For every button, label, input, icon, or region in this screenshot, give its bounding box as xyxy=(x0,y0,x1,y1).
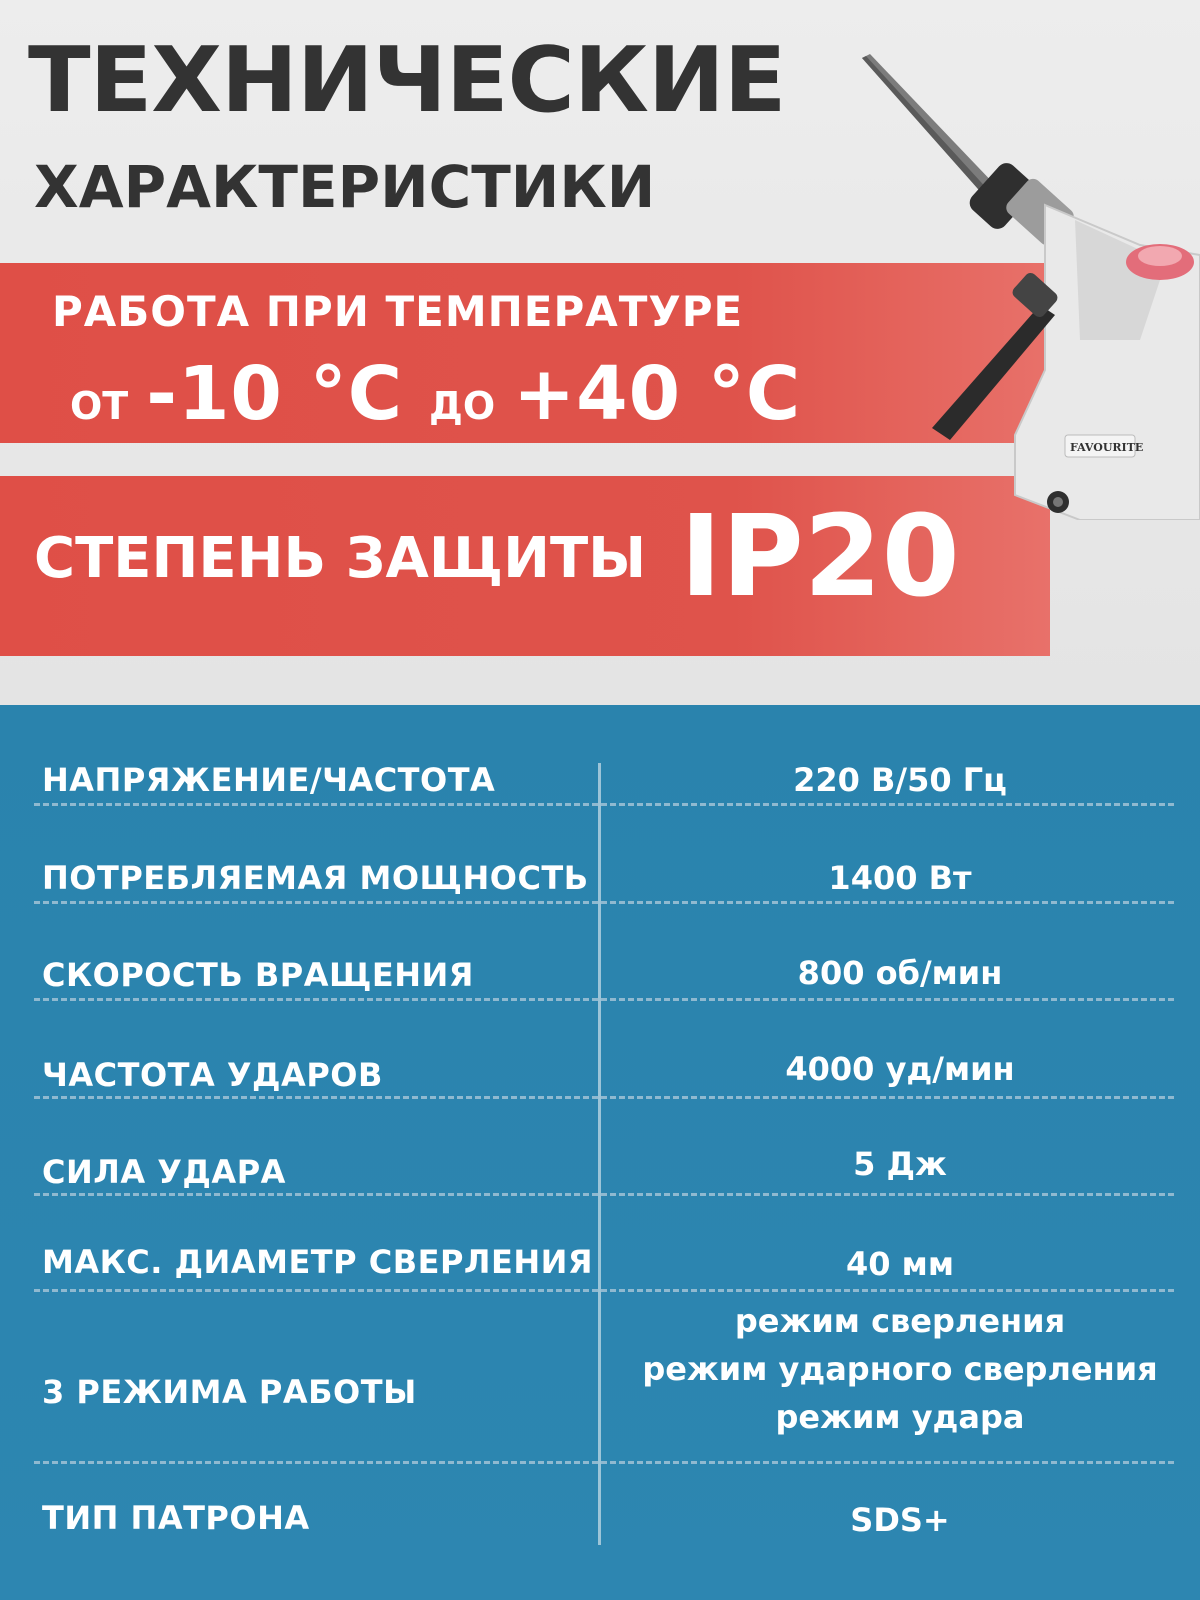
mode-drilling: режим сверления xyxy=(734,1302,1066,1340)
spec-value: 40 мм xyxy=(846,1245,954,1283)
spec-value: 800 об/мин xyxy=(797,954,1003,992)
spec-label: МАКС. ДИАМЕТР СВЕРЛЕНИЯ xyxy=(42,1243,594,1281)
temperature-to-value: +40 °C xyxy=(513,351,802,437)
spec-label: СКОРОСТЬ ВРАЩЕНИЯ xyxy=(42,956,474,994)
spec-label: ПОТРЕБЛЯЕМАЯ МОЩНОСТЬ xyxy=(42,859,589,897)
temperature-heading: РАБОТА ПРИ ТЕМПЕРАТУРЕ xyxy=(52,287,744,336)
protection-value: IP20 xyxy=(680,492,960,622)
spec-value: SDS+ xyxy=(850,1501,950,1539)
row-divider xyxy=(34,998,1174,1001)
spec-value: 220 В/50 Гц xyxy=(793,761,1007,799)
spec-label: 3 РЕЖИМА РАБОТЫ xyxy=(42,1373,417,1411)
mode-chiseling: режим удара xyxy=(775,1398,1025,1436)
specifications-table xyxy=(0,705,1200,1600)
brand-text: FAVOURITE xyxy=(1070,441,1144,454)
page-subtitle: ХАРАКТЕРИСТИКИ xyxy=(34,153,656,221)
temperature-range xyxy=(70,351,827,437)
temperature-from-word: ОТ xyxy=(70,384,129,428)
spec-value: 4000 уд/мин xyxy=(785,1050,1015,1088)
spec-label: ЧАСТОТА УДАРОВ xyxy=(42,1056,383,1094)
row-divider xyxy=(34,1461,1174,1464)
protection-label: СТЕПЕНЬ ЗАЩИТЫ xyxy=(34,526,647,591)
temperature-to-word: ДО xyxy=(429,384,496,428)
page-title: ТЕХНИЧЕСКИЕ xyxy=(28,28,786,133)
spec-value: 1400 Вт xyxy=(828,859,972,897)
spec-value-list xyxy=(600,1297,1200,1441)
mode-hammer-drilling: режим ударного сверления xyxy=(642,1350,1158,1388)
header-section xyxy=(0,0,1200,705)
row-divider xyxy=(34,1096,1174,1099)
rotary-hammer-image xyxy=(840,40,1200,520)
spec-value: 5 Дж xyxy=(853,1145,947,1183)
spec-label: ТИП ПАТРОНА xyxy=(42,1499,310,1537)
row-divider xyxy=(34,1193,1174,1196)
row-divider xyxy=(34,1289,1174,1292)
row-divider xyxy=(34,803,1174,806)
temperature-from-value: -10 °C xyxy=(146,351,403,437)
row-divider xyxy=(34,901,1174,904)
spec-label: СИЛА УДАРА xyxy=(42,1153,286,1191)
spec-label: НАПРЯЖЕНИЕ/ЧАСТОТА xyxy=(42,761,496,799)
